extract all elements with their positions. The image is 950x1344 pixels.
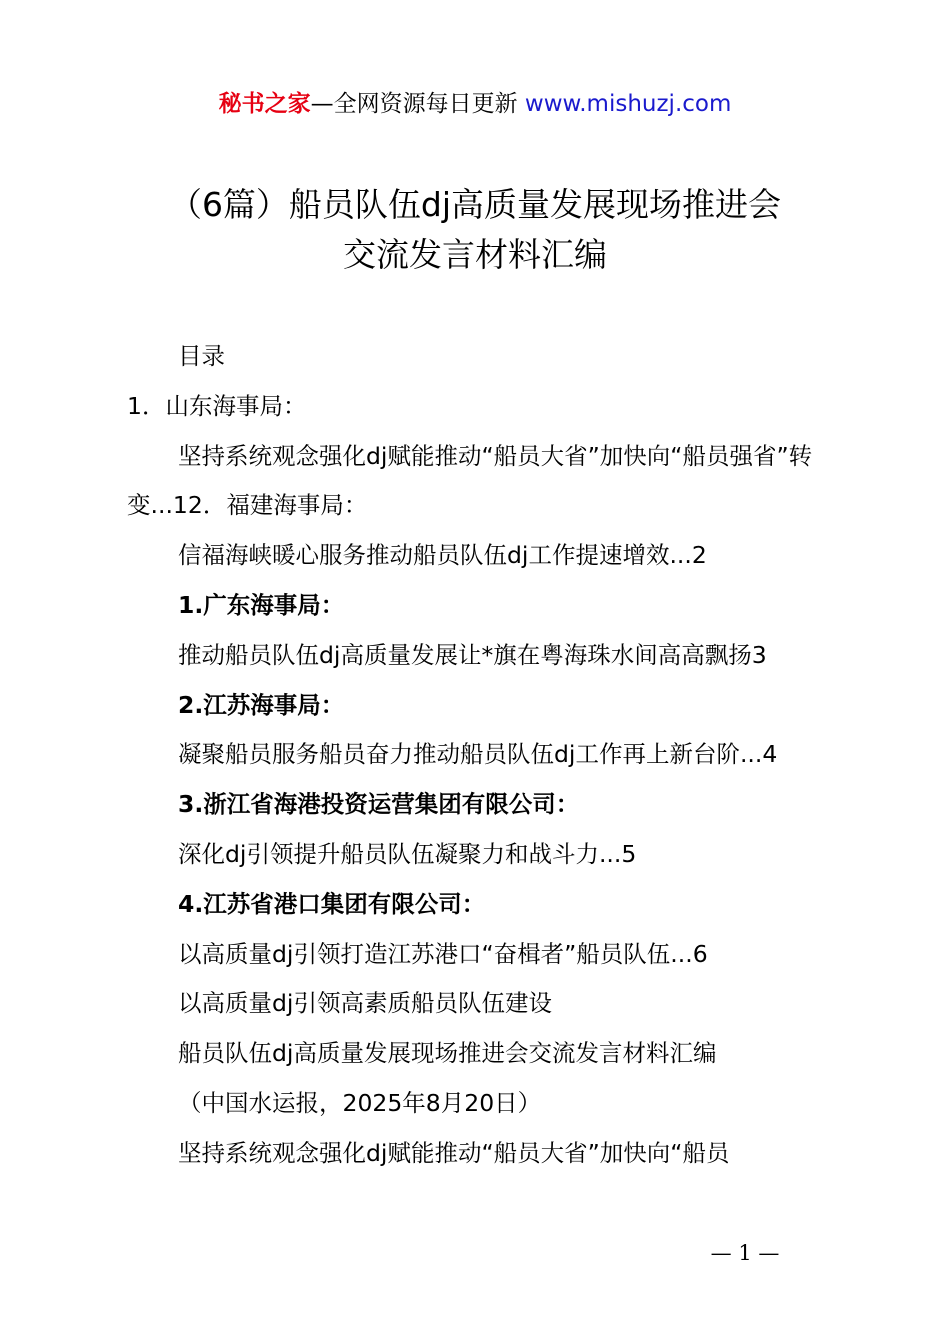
toc-item-title: 以高质量dj引领打造江苏港口“奋楫者”船员队伍...6 bbox=[178, 939, 708, 968]
toc-item-title: 信福海峡暖心服务推动船员队伍dj工作提速增效...2 bbox=[178, 541, 707, 570]
toc-item-title: 凝聚船员服务船员奋力推动船员队伍dj工作再上新台阶...4 bbox=[178, 740, 778, 769]
toc-item-label: 1.广东海事局： bbox=[178, 590, 345, 619]
toc-item-label: 2.江苏海事局： bbox=[178, 690, 345, 719]
document-title bbox=[110, 180, 840, 280]
toc-item-title: 深化dj引领提升船员队伍凝聚力和战斗力...5 bbox=[178, 839, 637, 868]
site-tagline: —全网资源每日更新 bbox=[310, 91, 525, 117]
site-brand: 秘书之家 bbox=[218, 91, 311, 117]
document-title-line-2: 交流发言材料汇编 bbox=[343, 235, 607, 274]
toc-heading: 目录 bbox=[178, 342, 225, 370]
toc-item-title: 推动船员队伍dj高质量发展让*旗在粤海珠水间高高飘扬3 bbox=[178, 640, 767, 669]
page-number: — 1 — bbox=[710, 1241, 780, 1265]
source-line: （中国水运报，2025年8月20日） bbox=[178, 1088, 542, 1117]
site-header bbox=[0, 88, 950, 120]
document-body bbox=[127, 332, 837, 1179]
toc-item-label: 4.江苏省港口集团有限公司： bbox=[178, 889, 486, 918]
toc-item-label: 3.浙江省海港投资运营集团有限公司： bbox=[178, 790, 580, 819]
toc-item-title: 坚持系统观念强化dj赋能推动“船员大省”加快向“船员强省”转变...12．福建海事局： bbox=[127, 441, 813, 520]
toc-item-title: 以高质量dj引领高素质船员队伍建设 bbox=[178, 989, 552, 1018]
document-title-line-1: （6篇）船员队伍dj高质量发展现场推进会 bbox=[168, 185, 782, 224]
main-document-title: 船员队伍dj高质量发展现场推进会交流发言材料汇编 bbox=[178, 1039, 717, 1068]
first-paragraph: 坚持系统观念强化dj赋能推动“船员大省”加快向“船员 bbox=[178, 1138, 730, 1167]
toc-item-label: 1．山东海事局： bbox=[127, 391, 307, 420]
site-url-link[interactable]: www.mishuzj.com bbox=[524, 91, 732, 117]
